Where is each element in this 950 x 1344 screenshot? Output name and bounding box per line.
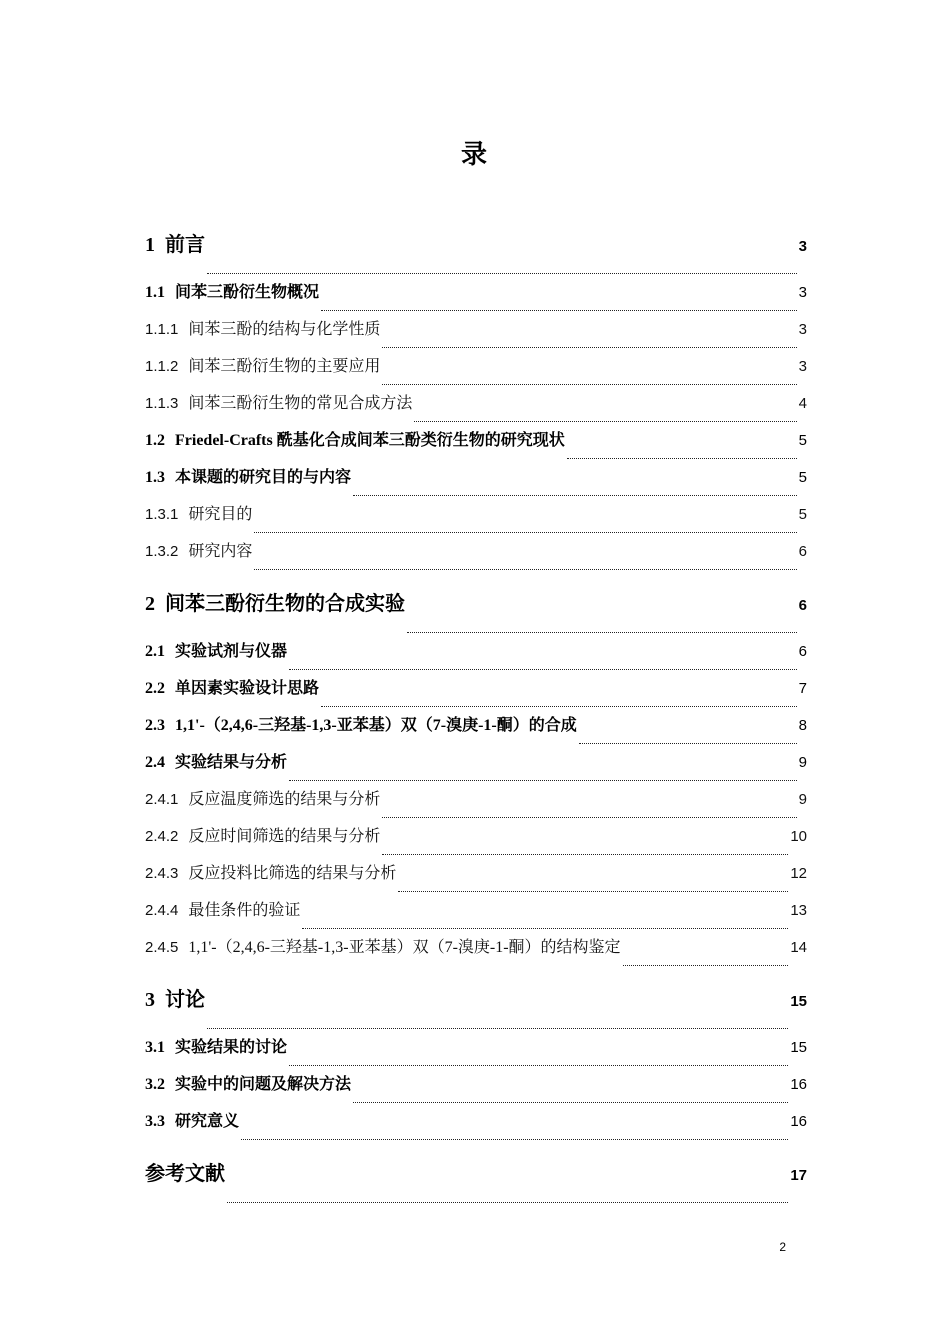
toc-entry-page: 14 [790, 939, 807, 956]
toc-entry-page: 6 [798, 643, 807, 660]
toc-entry-page: 8 [798, 717, 807, 734]
toc-entry-page: 6 [798, 543, 807, 560]
toc-entry-page: 16 [790, 1076, 807, 1093]
toc-entry-label: Friedel-Crafts 酰基化合成间苯三酚类衍生物的研究现状 [175, 432, 565, 449]
dot-leader [567, 457, 797, 459]
toc-entry-label: 反应温度筛选的结果与分析 [188, 791, 381, 808]
toc-entry-number: 2.4.4 [145, 902, 179, 919]
toc-entry-number: 2.4.5 [145, 939, 179, 956]
toc-entry-label: 间苯三酚衍生物概况 [175, 284, 320, 301]
toc-entry[interactable] [145, 228, 807, 279]
dot-leader [382, 816, 796, 818]
toc-entry-label: 反应投料比筛选的结果与分析 [188, 865, 397, 882]
toc-entry-label: 实验结果与分析 [175, 754, 288, 771]
toc-entry-label: 实验结果的讨论 [175, 1039, 288, 1056]
toc-entry[interactable] [145, 897, 807, 934]
toc-entry[interactable] [145, 675, 807, 712]
toc-entry[interactable] [145, 786, 807, 823]
toc-entry-label: 实验中的问题及解决方法 [175, 1076, 352, 1093]
toc-entry-label: 最佳条件的验证 [188, 902, 301, 919]
toc-entry-number: 2.4.1 [145, 791, 179, 808]
toc-entry-number: 3.2 [145, 1076, 165, 1093]
toc-entry-page: 3 [798, 284, 807, 301]
toc-entry[interactable] [145, 501, 807, 538]
dot-leader [382, 853, 788, 855]
toc-entry-page: 16 [790, 1113, 807, 1130]
toc-entry-number: 2.4.2 [145, 828, 179, 845]
dot-leader [414, 420, 796, 422]
dot-leader [227, 1201, 788, 1203]
toc-entry-number: 2.2 [145, 680, 165, 697]
dot-leader [398, 890, 788, 892]
dot-leader [254, 568, 796, 570]
dot-leader [302, 927, 788, 929]
toc-entry-page: 4 [798, 395, 807, 412]
page-number: 2 [779, 1240, 786, 1254]
dot-leader [241, 1138, 788, 1140]
toc-entry[interactable] [145, 823, 807, 860]
toc-entry-number: 1 [145, 234, 155, 256]
toc-entry-page: 3 [798, 358, 807, 375]
dot-leader [289, 668, 797, 670]
toc-entry-number: 3.1 [145, 1039, 165, 1056]
toc-entry[interactable] [145, 860, 807, 897]
toc-entry-page: 3 [798, 238, 807, 255]
toc-entry-number: 1.3 [145, 469, 165, 486]
toc-entry-label: 研究目的 [188, 506, 253, 523]
dot-leader [579, 742, 797, 744]
toc-entry-number: 1.1 [145, 284, 165, 301]
toc-entry-number: 2.4.3 [145, 865, 179, 882]
toc-entry-label: 本课题的研究目的与内容 [175, 469, 352, 486]
dot-leader [207, 272, 797, 274]
toc-entry-number: 3.3 [145, 1113, 165, 1130]
toc-entry-label: 讨论 [165, 987, 205, 1011]
dot-leader [321, 309, 797, 311]
toc-entry-label: 间苯三酚衍生物的常见合成方法 [188, 395, 413, 412]
toc-entry[interactable] [145, 971, 807, 1034]
toc-entry-page: 12 [790, 865, 807, 882]
toc-entry[interactable] [145, 1071, 807, 1108]
toc-entry-number: 1.1.1 [145, 321, 179, 338]
toc-entry[interactable] [145, 353, 807, 390]
toc-entry-page: 15 [790, 1039, 807, 1056]
toc-entry-page: 5 [798, 469, 807, 486]
toc-entry[interactable] [145, 279, 807, 316]
toc-entry-label: 前言 [165, 232, 205, 256]
toc-title: 录 [460, 140, 489, 170]
toc-entry-number: 3 [145, 989, 155, 1011]
toc-entry-number: 1.1.2 [145, 358, 179, 375]
toc-entry-label: 1,1'-（2,4,6-三羟基-1,3-亚苯基）双（7-溴庚-1-酮）的合成 [175, 717, 577, 734]
toc-entry-page: 9 [798, 791, 807, 808]
toc-entry-label: 研究内容 [188, 543, 253, 560]
toc-entry-page: 6 [798, 597, 807, 614]
toc-entry[interactable] [145, 934, 807, 971]
dot-leader [254, 531, 796, 533]
toc-entry-label: 反应时间筛选的结果与分析 [188, 828, 381, 845]
dot-leader [207, 1027, 788, 1029]
toc-entry[interactable] [145, 712, 807, 749]
toc-entry-number: 2 [145, 593, 155, 615]
toc-entry-number: 1.1.3 [145, 395, 179, 412]
dot-leader [407, 631, 797, 633]
toc-entry-page: 5 [798, 506, 807, 523]
toc-entry-number: 2.4 [145, 754, 165, 771]
dot-leader [321, 705, 797, 707]
toc-entry-label: 间苯三酚衍生物的主要应用 [188, 358, 381, 375]
toc-entry-number: 1.3.1 [145, 506, 179, 523]
toc-entry-label: 1,1'-（2,4,6-三羟基-1,3-亚苯基）双（7-溴庚-1-酮）的结构鉴定 [188, 939, 621, 956]
toc-entry-page: 7 [798, 680, 807, 697]
toc-entry-label: 研究意义 [175, 1113, 240, 1130]
toc-entry[interactable] [145, 316, 807, 353]
toc-entry[interactable] [145, 1145, 807, 1208]
dot-leader [353, 1101, 788, 1103]
toc-entry[interactable] [145, 575, 807, 638]
toc-entry-page: 5 [798, 432, 807, 449]
toc-entry-number: 2.3 [145, 717, 165, 734]
toc-entry-label: 参考文献 [145, 1161, 225, 1185]
toc-entry-label: 单因素实验设计思路 [175, 680, 320, 697]
toc-entry-page: 3 [798, 321, 807, 338]
toc-entry-number: 1.3.2 [145, 543, 179, 560]
toc-entry[interactable] [145, 1034, 807, 1071]
toc-entry-label: 间苯三酚衍生物的合成实验 [165, 591, 405, 615]
dot-leader [382, 383, 796, 385]
toc-entry-label: 间苯三酚的结构与化学性质 [188, 321, 381, 338]
table-of-contents [145, 228, 807, 1208]
toc-entry-page: 10 [790, 828, 807, 845]
toc-entry-page: 15 [790, 993, 807, 1010]
dot-leader [289, 779, 797, 781]
toc-entry-label: 实验试剂与仪器 [175, 643, 288, 660]
toc-entry-number: 1.2 [145, 432, 165, 449]
toc-entry[interactable] [145, 464, 807, 501]
toc-entry[interactable] [145, 538, 807, 575]
toc-entry[interactable] [145, 638, 807, 675]
dot-leader [289, 1064, 788, 1066]
toc-entry-page: 13 [790, 902, 807, 919]
dot-leader [623, 964, 789, 966]
toc-entry[interactable] [145, 427, 807, 464]
dot-leader [353, 494, 797, 496]
toc-entry-page: 9 [798, 754, 807, 771]
toc-entry[interactable] [145, 390, 807, 427]
toc-entry[interactable] [145, 1108, 807, 1145]
toc-entry[interactable] [145, 749, 807, 786]
toc-entry-number: 2.1 [145, 643, 165, 660]
dot-leader [382, 346, 796, 348]
toc-entry-page: 17 [790, 1167, 807, 1184]
